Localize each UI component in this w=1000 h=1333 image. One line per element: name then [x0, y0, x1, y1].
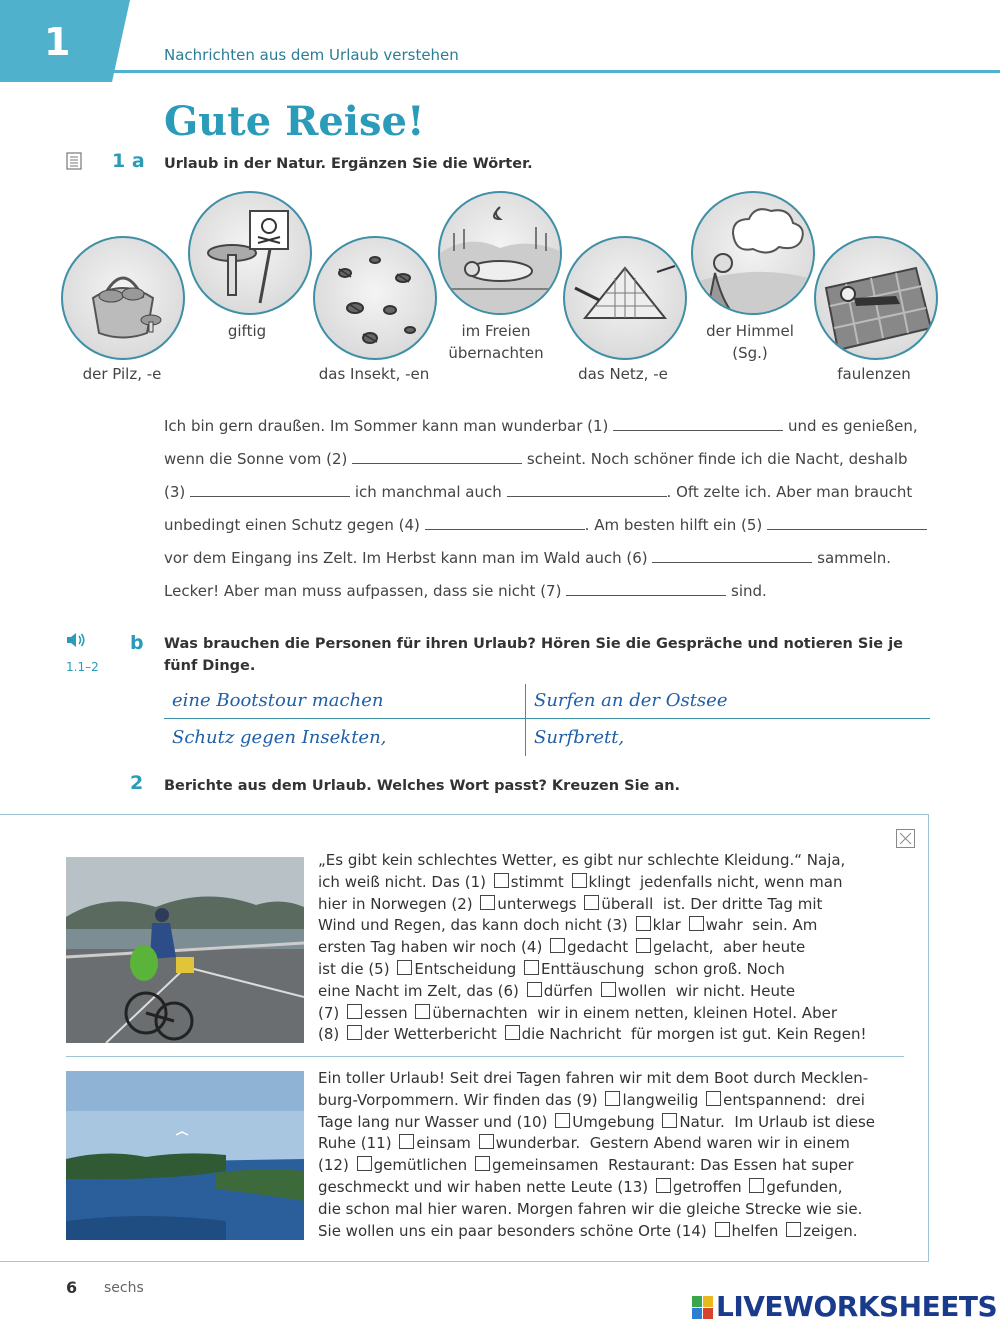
text-segment: scheint. Noch schöner finde ich die Nacht, deshalb — [526, 450, 908, 468]
vocab-label-im-freien-line1: im Freien — [461, 322, 531, 340]
option-checkbox[interactable] — [550, 938, 565, 953]
blank-7-input[interactable] — [566, 581, 726, 596]
option-label: klar — [652, 916, 681, 935]
close-icon[interactable] — [896, 829, 915, 848]
option-label: wollen — [617, 981, 667, 1000]
option-label: klingt — [588, 872, 631, 891]
text-segment: Restaurant: Das Essen hat super — [608, 1156, 854, 1175]
option-label: wahr — [705, 916, 743, 935]
report-line — [318, 1199, 862, 1221]
lake-photo — [66, 1071, 304, 1240]
option-checkbox[interactable] — [479, 1134, 494, 1149]
option-label: Natur. — [679, 1112, 725, 1131]
mosquito-net-icon — [563, 236, 687, 360]
brand-name: LIVEWORKSHEETS — [716, 1290, 998, 1323]
text-segment: Sie wollen uns ein paar besonders schöne Orte (14) — [318, 1221, 707, 1240]
instruction-line-1: Was brauchen die Personen für ihren Urlaub? Hören Sie die Gespräche und notieren Sie je — [164, 636, 903, 652]
section-title: Nachrichten aus dem Urlaub verstehen — [164, 46, 459, 64]
table-cell-input[interactable]: Surfbrett, — [534, 727, 625, 748]
option-checkbox[interactable] — [347, 1004, 362, 1019]
vocab-label-himmel-line2: (Sg.) — [732, 344, 768, 362]
option-checkbox[interactable] — [605, 1091, 620, 1106]
text-segment: und es genießen, — [787, 417, 918, 435]
option-label: gelacht, — [652, 938, 714, 957]
option-label: stimmt — [510, 872, 564, 891]
text-segment: eine Nacht im Zelt, das (6) — [318, 981, 519, 1000]
report-line — [318, 1177, 843, 1199]
text-segment: wir nicht. Heute — [675, 981, 796, 1000]
text-segment: (12) — [318, 1156, 349, 1175]
vocab-label-giftig: giftig — [227, 322, 267, 340]
sleeping-outdoors-icon — [438, 191, 562, 315]
table-column-divider — [525, 684, 526, 756]
report-line — [318, 872, 843, 894]
text-segment: „Es gibt kein schlechtes Wetter, es gibt nur schlechte Kleidung.“ Naja, — [318, 851, 846, 869]
report-line — [318, 850, 845, 872]
text-segment: geschmeckt und wir haben nette Leute (13) — [318, 1178, 649, 1196]
report-separator — [66, 1056, 904, 1057]
option-label: wunderbar. — [495, 1134, 581, 1153]
option-label: gemütlichen — [373, 1156, 468, 1175]
option-checkbox[interactable] — [636, 938, 651, 953]
text-segment: ich weiß nicht. Das (1) — [318, 872, 486, 891]
text-segment: drei — [836, 1090, 865, 1109]
option-checkbox[interactable] — [715, 1222, 730, 1237]
option-label: gemeinsamen — [491, 1156, 599, 1175]
option-checkbox[interactable] — [662, 1113, 677, 1128]
option-checkbox[interactable] — [347, 1025, 362, 1040]
option-checkbox[interactable] — [572, 873, 587, 888]
option-label: unterwegs — [497, 894, 577, 913]
liveworksheets-logo-icon — [692, 1296, 714, 1324]
vocab-label-im-freien — [426, 320, 566, 364]
table-cell-input[interactable]: Schutz gegen Insekten, — [172, 727, 387, 748]
option-checkbox[interactable] — [555, 1113, 570, 1128]
gap-text-line-1 — [164, 416, 918, 435]
report-line — [318, 1003, 837, 1025]
vocab-label-insekt: das Insekt, -en — [318, 365, 430, 383]
option-checkbox[interactable] — [524, 960, 539, 975]
option-label: der Wetterbericht — [364, 1025, 497, 1044]
option-label: übernachten — [432, 1003, 528, 1022]
vocab-label-im-freien-line2: übernachten — [448, 344, 544, 362]
report-line — [318, 894, 822, 916]
exercise-1a-instruction: Urlaub in der Natur. Ergänzen Sie die Wörter. — [164, 156, 533, 172]
vocab-label-netz: das Netz, -e — [578, 365, 668, 383]
report-line — [318, 1090, 865, 1112]
option-checkbox[interactable] — [749, 1178, 764, 1193]
vocab-label-himmel-line1: der Himmel — [706, 322, 794, 340]
report-line — [318, 1155, 854, 1177]
text-segment: für morgen ist gut. Kein Regen! — [630, 1025, 867, 1044]
text-segment: . Am besten hilft ein (5) — [584, 516, 763, 534]
option-label: Enttäuschung — [541, 960, 645, 978]
report-line — [318, 937, 805, 959]
text-segment: (3) — [164, 483, 186, 501]
option-label: zeigen. — [803, 1221, 858, 1240]
text-segment: jedenfalls nicht, wenn man — [640, 872, 843, 891]
exercise-1b-instruction — [164, 633, 903, 677]
option-checkbox[interactable] — [397, 960, 412, 975]
text-segment: Ein toller Urlaub! Seit drei Tagen fahren wir mit dem Boot durch Mecklen- — [318, 1069, 869, 1087]
option-checkbox[interactable] — [527, 982, 542, 997]
option-label: Entscheidung — [414, 960, 517, 978]
text-segment: ist. Der dritte Tag mit — [662, 894, 823, 913]
text-segment: sind. — [731, 582, 767, 600]
option-label: einsam — [416, 1134, 471, 1153]
page-title: Gute Reise! — [164, 98, 425, 145]
text-segment: aber heute — [723, 938, 806, 957]
option-checkbox[interactable] — [786, 1222, 801, 1237]
text-segment: schon groß. Noch — [654, 960, 785, 978]
worksheet-icon — [66, 152, 82, 174]
option-label: Umgebung — [572, 1112, 655, 1131]
option-checkbox[interactable] — [399, 1134, 414, 1149]
text-segment: Tage lang nur Wasser und (10) — [318, 1112, 548, 1131]
option-label: langweilig — [622, 1090, 699, 1109]
option-checkbox[interactable] — [706, 1091, 721, 1106]
blank-3b-input[interactable] — [507, 482, 667, 497]
report-line — [318, 1133, 850, 1155]
exercise-2-instruction: Berichte aus dem Urlaub. Welches Wort passt? Kreuzen Sie an. — [164, 778, 681, 794]
option-checkbox[interactable] — [584, 895, 599, 910]
option-label: dürfen — [543, 981, 593, 1000]
text-segment: Lecker! Aber man muss aufpassen, dass sie nicht (7) — [164, 582, 562, 600]
text-segment: unbedingt einen Schutz gegen (4) — [164, 516, 420, 534]
audio-track-ref: 1.1–2 — [66, 660, 99, 674]
blank-5-input[interactable] — [767, 515, 927, 530]
gap-text-line-5 — [164, 548, 891, 567]
text-segment: ich manchmal auch — [354, 483, 502, 501]
text-segment: (7) — [318, 1003, 340, 1022]
option-checkbox[interactable] — [475, 1156, 490, 1171]
report-line — [318, 915, 817, 937]
text-segment: . Oft zelte ich. Aber man braucht — [666, 483, 913, 501]
gap-text-line-4 — [164, 515, 927, 534]
option-checkbox[interactable] — [601, 982, 616, 997]
page-number: 6 — [66, 1278, 78, 1297]
option-checkbox[interactable] — [689, 916, 704, 931]
report-line — [318, 959, 785, 981]
text-segment: Wind und Regen, das kann doch nicht (3) — [318, 916, 628, 935]
instruction-line-2: fünf Dinge. — [164, 658, 256, 674]
gap-text-line-2 — [164, 449, 908, 468]
cyclist-photo — [66, 857, 304, 1043]
text-segment: Ruhe (11) — [318, 1134, 392, 1153]
vocab-label-faulenzen: faulenzen — [837, 365, 911, 383]
text-segment: Gestern Abend waren wir in einem — [589, 1134, 850, 1153]
blank-1-input[interactable] — [613, 416, 783, 431]
text-segment: die schon mal hier waren. Morgen fahren wir die gleiche Strecke wie sie. — [318, 1199, 863, 1218]
table-cell: Surfen an der Ostsee — [534, 690, 728, 711]
poison-sign-icon — [188, 191, 312, 315]
text-segment: Ich bin gern draußen. Im Sommer kann man wunderbar (1) — [164, 417, 609, 435]
option-label: gedacht — [567, 938, 629, 957]
blank-4-input[interactable] — [425, 515, 585, 530]
option-checkbox[interactable] — [480, 895, 495, 910]
exercise-1b-letter: b — [130, 632, 144, 654]
blank-6-input[interactable] — [652, 548, 812, 563]
exercise-2-number: 2 — [130, 772, 144, 794]
option-label: essen — [364, 1003, 408, 1022]
text-segment: (8) — [318, 1025, 340, 1044]
insects-icon — [313, 236, 437, 360]
option-checkbox[interactable] — [415, 1004, 430, 1019]
vocab-label-pilz: der Pilz, -e — [82, 365, 162, 383]
report-line — [318, 981, 795, 1003]
sky-icon — [691, 191, 815, 315]
option-label: überall — [601, 894, 654, 913]
option-label: getroffen — [672, 1178, 742, 1196]
gap-text-line-3 — [164, 482, 912, 501]
header-rule — [112, 70, 1000, 73]
text-segment: burg-Vorpommern. Wir finden das (9) — [318, 1090, 598, 1109]
option-label: helfen — [731, 1221, 779, 1240]
mushroom-basket-icon — [61, 236, 185, 360]
text-segment: ersten Tag haben wir noch (4) — [318, 938, 543, 957]
text-segment: sammeln. — [817, 549, 892, 567]
text-segment: hier in Norwegen (2) — [318, 894, 473, 913]
option-label: entspannend: — [723, 1090, 827, 1109]
blank-2-input[interactable] — [352, 449, 522, 464]
text-segment: ist die (5) — [318, 960, 390, 978]
option-checkbox[interactable] — [494, 873, 509, 888]
option-checkbox[interactable] — [357, 1156, 372, 1171]
table-divider — [164, 718, 930, 719]
table-cell: eine Bootstour machen — [172, 690, 384, 711]
report-line — [318, 1068, 868, 1090]
text-segment: wir in einem netten, kleinen Hotel. Aber — [537, 1003, 837, 1022]
lazing-blanket-icon — [814, 236, 938, 360]
text-segment: Im Urlaub ist diese — [734, 1112, 876, 1131]
option-label: gefunden, — [766, 1178, 843, 1196]
chapter-number: 1 — [44, 20, 71, 64]
audio-icon[interactable] — [66, 632, 86, 652]
option-checkbox[interactable] — [636, 916, 651, 931]
report-line — [318, 1024, 866, 1046]
page-number-word: sechs — [104, 1280, 144, 1296]
option-label: die Nachricht — [521, 1025, 622, 1044]
text-segment: sein. Am — [752, 916, 818, 935]
report-line — [318, 1221, 858, 1243]
exercise-1a-number: 1 a — [112, 150, 145, 172]
vocab-label-himmel — [680, 320, 820, 364]
text-segment: wenn die Sonne vom (2) — [164, 450, 348, 468]
report-line — [318, 1112, 875, 1134]
option-checkbox[interactable] — [656, 1178, 671, 1193]
gap-text-line-6 — [164, 581, 767, 600]
blank-3-input[interactable] — [190, 482, 350, 497]
text-segment: vor dem Eingang ins Zelt. Im Herbst kann man im Wald auch (6) — [164, 549, 648, 567]
option-checkbox[interactable] — [505, 1025, 520, 1040]
